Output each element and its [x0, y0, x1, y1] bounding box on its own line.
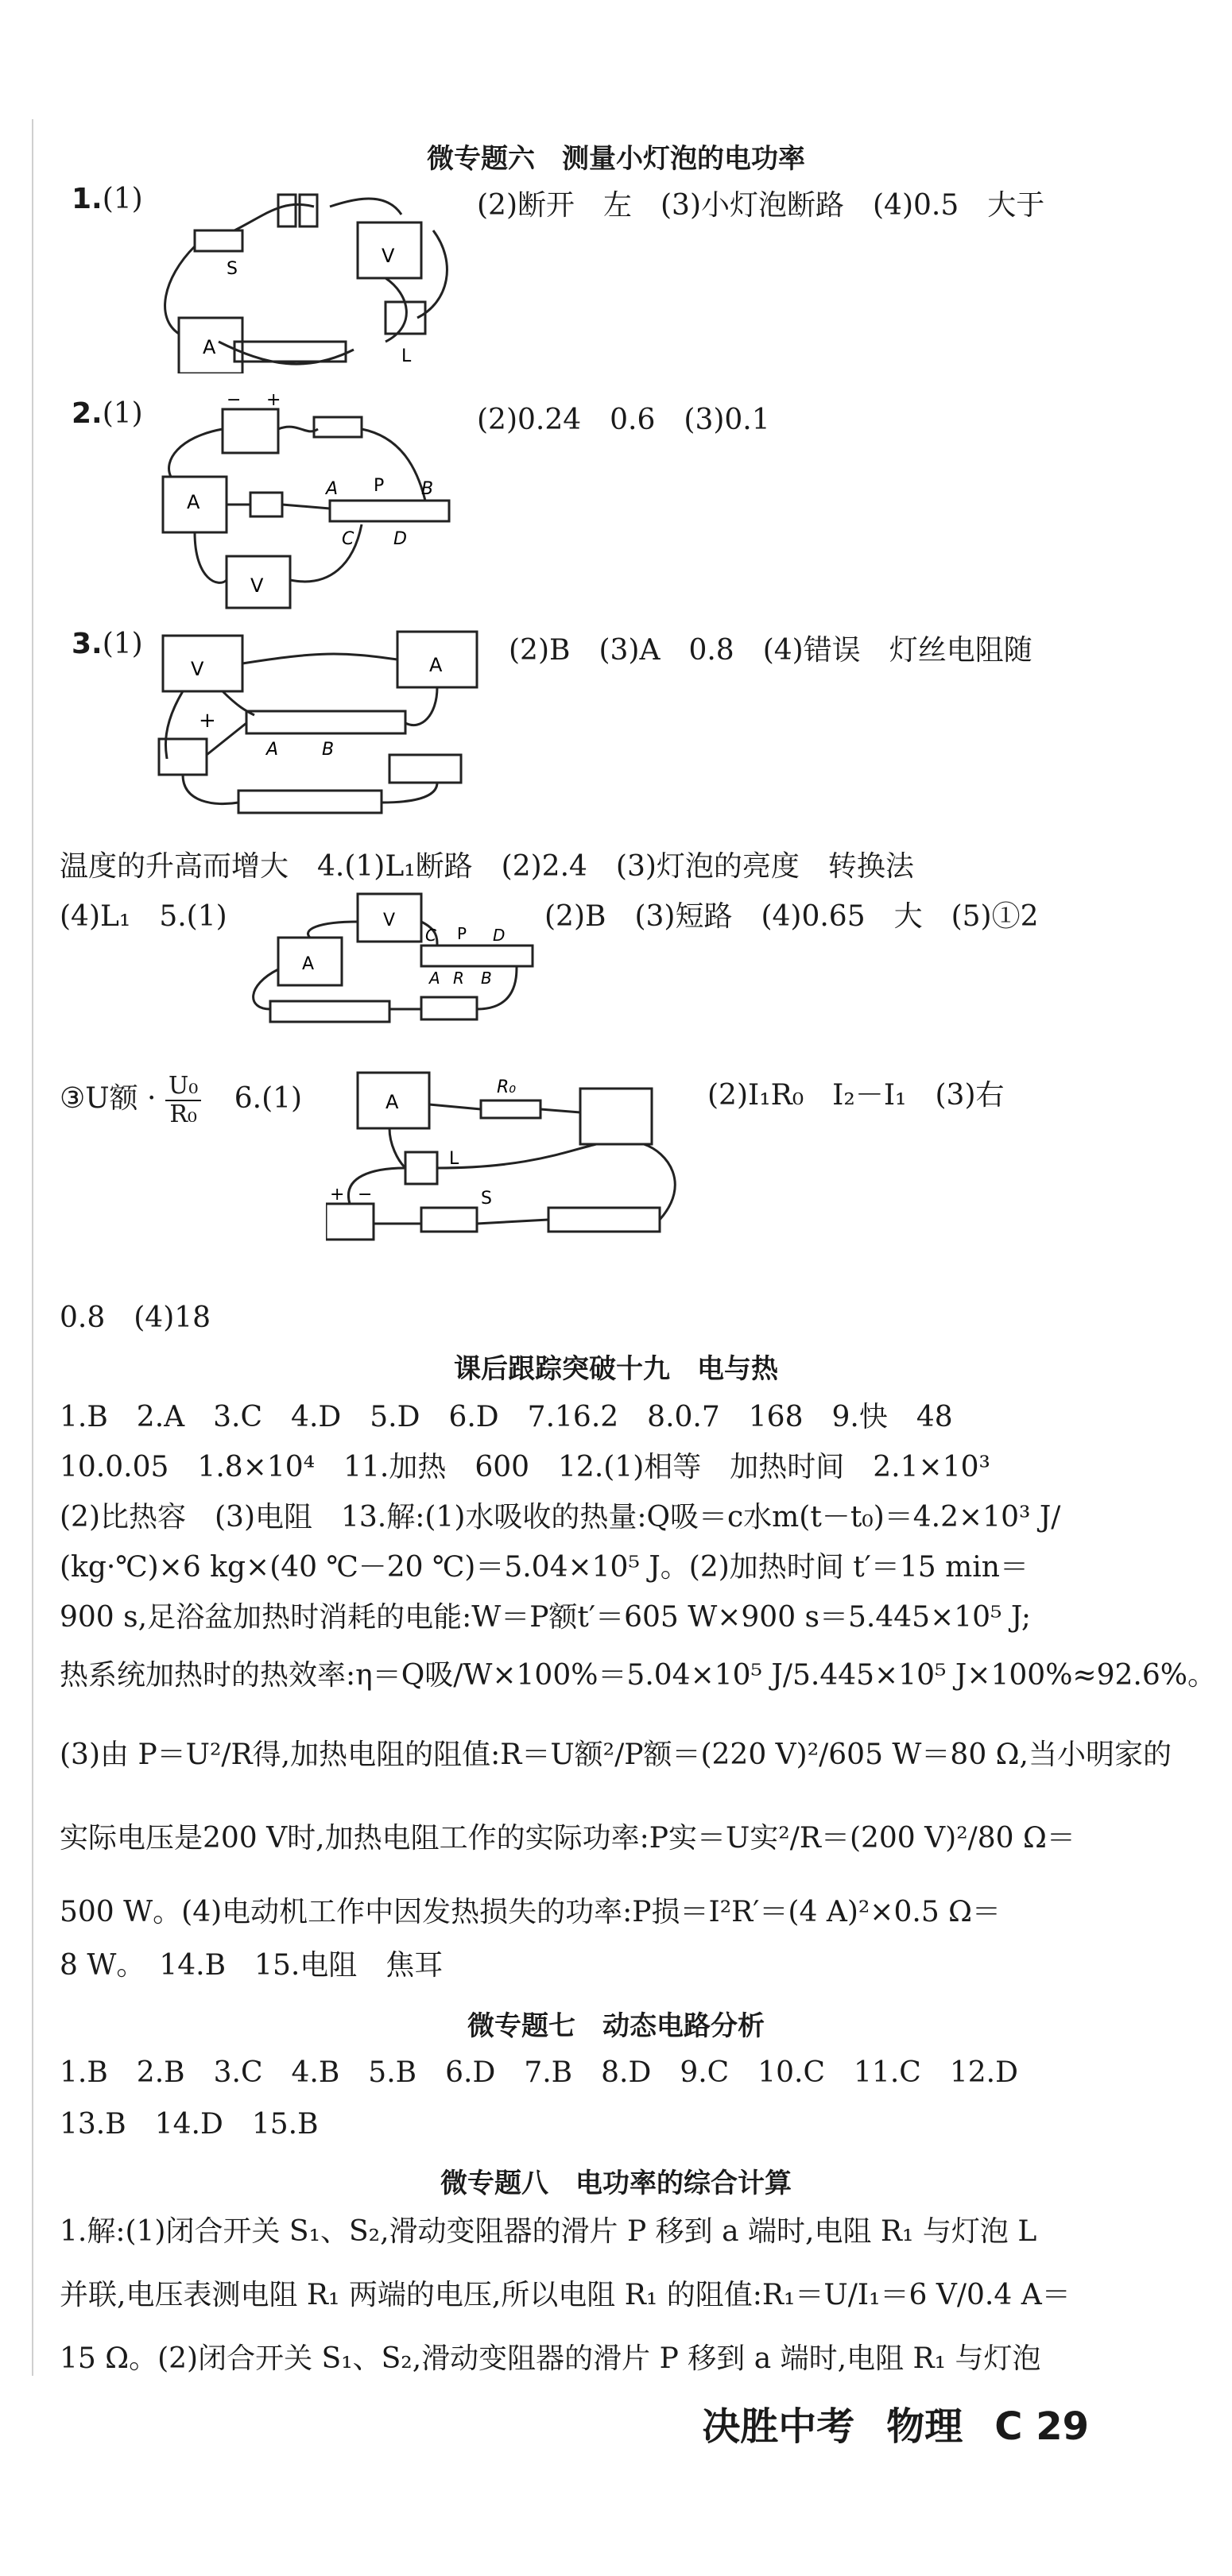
fig2-label-v: V [250, 574, 264, 597]
fig2-label-d: D [393, 529, 407, 549]
m-line-2: 13.B 14.D 15.B [60, 2108, 319, 2141]
fig6-label-r0: R₀ [497, 1077, 517, 1097]
circuit-figure-1 [147, 183, 465, 373]
fig5-label-v: V [383, 911, 396, 930]
section-title-7: 微专题七 动态电路分析 [467, 2010, 765, 2042]
fig2-label-p: P [374, 476, 385, 496]
fig2-label-end-b: B [421, 479, 434, 499]
line-6-left: ③U额 · $\frac{\text{U₀}}{\text{R₀}}$ 6.(1) [60, 1072, 303, 1128]
fig3-label-v: V [191, 658, 204, 680]
fig5-label-a: A [302, 954, 315, 974]
r-line-9: 500 W。(4)电动机工作中因发热损失的功率:P损＝I²R′＝(4 A)²×0.5 Ω＝ [60, 1896, 1001, 1928]
line-5-left: (4)L₁ 5.(1) [60, 900, 227, 933]
section-title-8: 微专题八 电功率的综合计算 [440, 2168, 792, 2199]
r-line-5: 900 s,足浴盆加热时消耗的电能:W＝P额t′＝605 W×900 s＝5.445×10⁵ J; [60, 1601, 1032, 1634]
line-4: 温度的升高而增大 4.(1)L₁断路 (2)2.4 (3)灯泡的亮度 转换法 [60, 850, 914, 883]
fig1-label-l: L [401, 346, 412, 366]
p-line-2: 并联,电压表测电阻 R₁ 两端的电压,所以电阻 R₁ 的阻值:R₁＝U/I₁＝6 V/0.4 A＝ [60, 2279, 1071, 2311]
r-line-10: 8 W。 14.B 15.电阻 焦耳 [60, 1949, 444, 1982]
fig6-label-l: L [449, 1149, 459, 1169]
fig3-label-plus: + [199, 709, 216, 733]
fig2-label-a: A [187, 491, 200, 513]
section-title-6: 微专题六 测量小灯泡的电功率 [427, 143, 805, 175]
line-3-num: 3.(1) [72, 628, 143, 660]
circuit-figure-6 [326, 1065, 692, 1271]
section-title-19: 课后跟踪突破十九 电与热 [454, 1353, 778, 1385]
footer-subject: 物理 [886, 2404, 963, 2449]
fig3-label-end-b: B [322, 740, 335, 760]
fig2-label-minus: − [227, 390, 242, 410]
fig6-label-plus: + [330, 1185, 345, 1205]
fig2-label-plus: + [266, 390, 281, 410]
circuit-figure-5 [238, 890, 540, 1041]
line-7: 0.8 (4)18 [60, 1302, 211, 1334]
fraction-u0-r0: $\frac{\text{U₀}}{\text{R₀}}$ [165, 1073, 201, 1128]
r-line-2: 10.0.05 1.8×10⁴ 11.加热 600 12.(1)相等 加热时间 2.1×10³ [60, 1451, 990, 1483]
r-line-4: (kg·℃)×6 kg×(40 ℃－20 ℃)＝5.04×10⁵ J。(2)加热时间 t′＝15 min＝ [60, 1551, 1029, 1584]
fig1-label-a: A [203, 336, 216, 358]
line-3-answer: (2)B (3)A 0.8 (4)错误 灯丝电阻随 [509, 634, 1032, 667]
fig6-label-s: S [481, 1189, 492, 1209]
line-5-answer: (2)B (3)短路 (4)0.65 大 (5)①2 [544, 900, 1039, 933]
fig2-label-end-a: A [326, 479, 339, 499]
line-1-num: 1.(1) [72, 183, 143, 215]
m-line-1: 1.B 2.B 3.C 4.B 5.B 6.D 7.B 8.D 9.C 10.C 11.C 12.D [60, 2056, 1018, 2089]
fig3-label-end-a: A [266, 740, 279, 760]
r-line-3: (2)比热容 (3)电阻 13.解:(1)水吸收的热量:Q吸＝c水m(t－t₀)＝4.2×10³ J/ [60, 1501, 1061, 1534]
footer-page-number: C 29 [994, 2404, 1089, 2449]
p-line-3: 15 Ω。(2)闭合开关 S₁、S₂,滑动变阻器的滑片 P 移到 a 端时,电阻 R₁ 与灯泡 [60, 2342, 1041, 2375]
p-line-1: 1.解:(1)闭合开关 S₁、S₂,滑动变阻器的滑片 P 移到 a 端时,电阻 R₁ 与灯泡 L [60, 2215, 1037, 2248]
fig5-label-end-a: A [429, 969, 440, 988]
line-6-answer: (2)I₁R₀ I₂－I₁ (3)右 [707, 1079, 1005, 1112]
footer-book-title: 决胜中考 [702, 2404, 855, 2449]
circuit-figure-3 [135, 620, 501, 826]
fig1-label-v: V [382, 245, 395, 267]
circuit-figure-2 [147, 389, 465, 612]
line-2-num: 2.(1) [72, 397, 143, 430]
line-1-answer: (2)断开 左 (3)小灯泡断路 (4)0.5 大于 [477, 189, 1045, 222]
fig2-label-c: C [342, 529, 354, 549]
fig3-label-a: A [429, 654, 443, 676]
fig6-label-minus: − [358, 1185, 373, 1205]
r-line-1: 1.B 2.A 3.C 4.D 5.D 6.D 7.16.2 8.0.7 168 9.快 48 [60, 1401, 953, 1433]
fig1-label-s: S [227, 259, 238, 279]
fig5-label-r: R [453, 969, 464, 988]
fig6-label-a: A [385, 1091, 399, 1113]
fig5-label-end-b: B [481, 969, 492, 988]
fig5-label-d: D [493, 926, 506, 945]
r-line-7: (3)由 P＝U²/R得,加热电阻的阻值:R＝U额²/P额＝(220 V)²/605 W＝80 Ω,当小明家的 [60, 1739, 1172, 1771]
r-line-6: 热系统加热时的热效率:η＝Q吸/W×100%＝5.04×10⁵ J/5.445×10⁵ J×100%≈92.6%。 [60, 1659, 1216, 1692]
fig5-label-p: P [457, 924, 467, 943]
fig5-label-c: C [425, 926, 436, 945]
r-line-8: 实际电压是200 V时,加热电阻工作的实际功率:P实＝U实²/R＝(200 V)²/80 Ω＝ [60, 1822, 1075, 1855]
line-2-answer: (2)0.24 0.6 (3)0.1 [477, 404, 770, 436]
page-footer [670, 2396, 1089, 2450]
